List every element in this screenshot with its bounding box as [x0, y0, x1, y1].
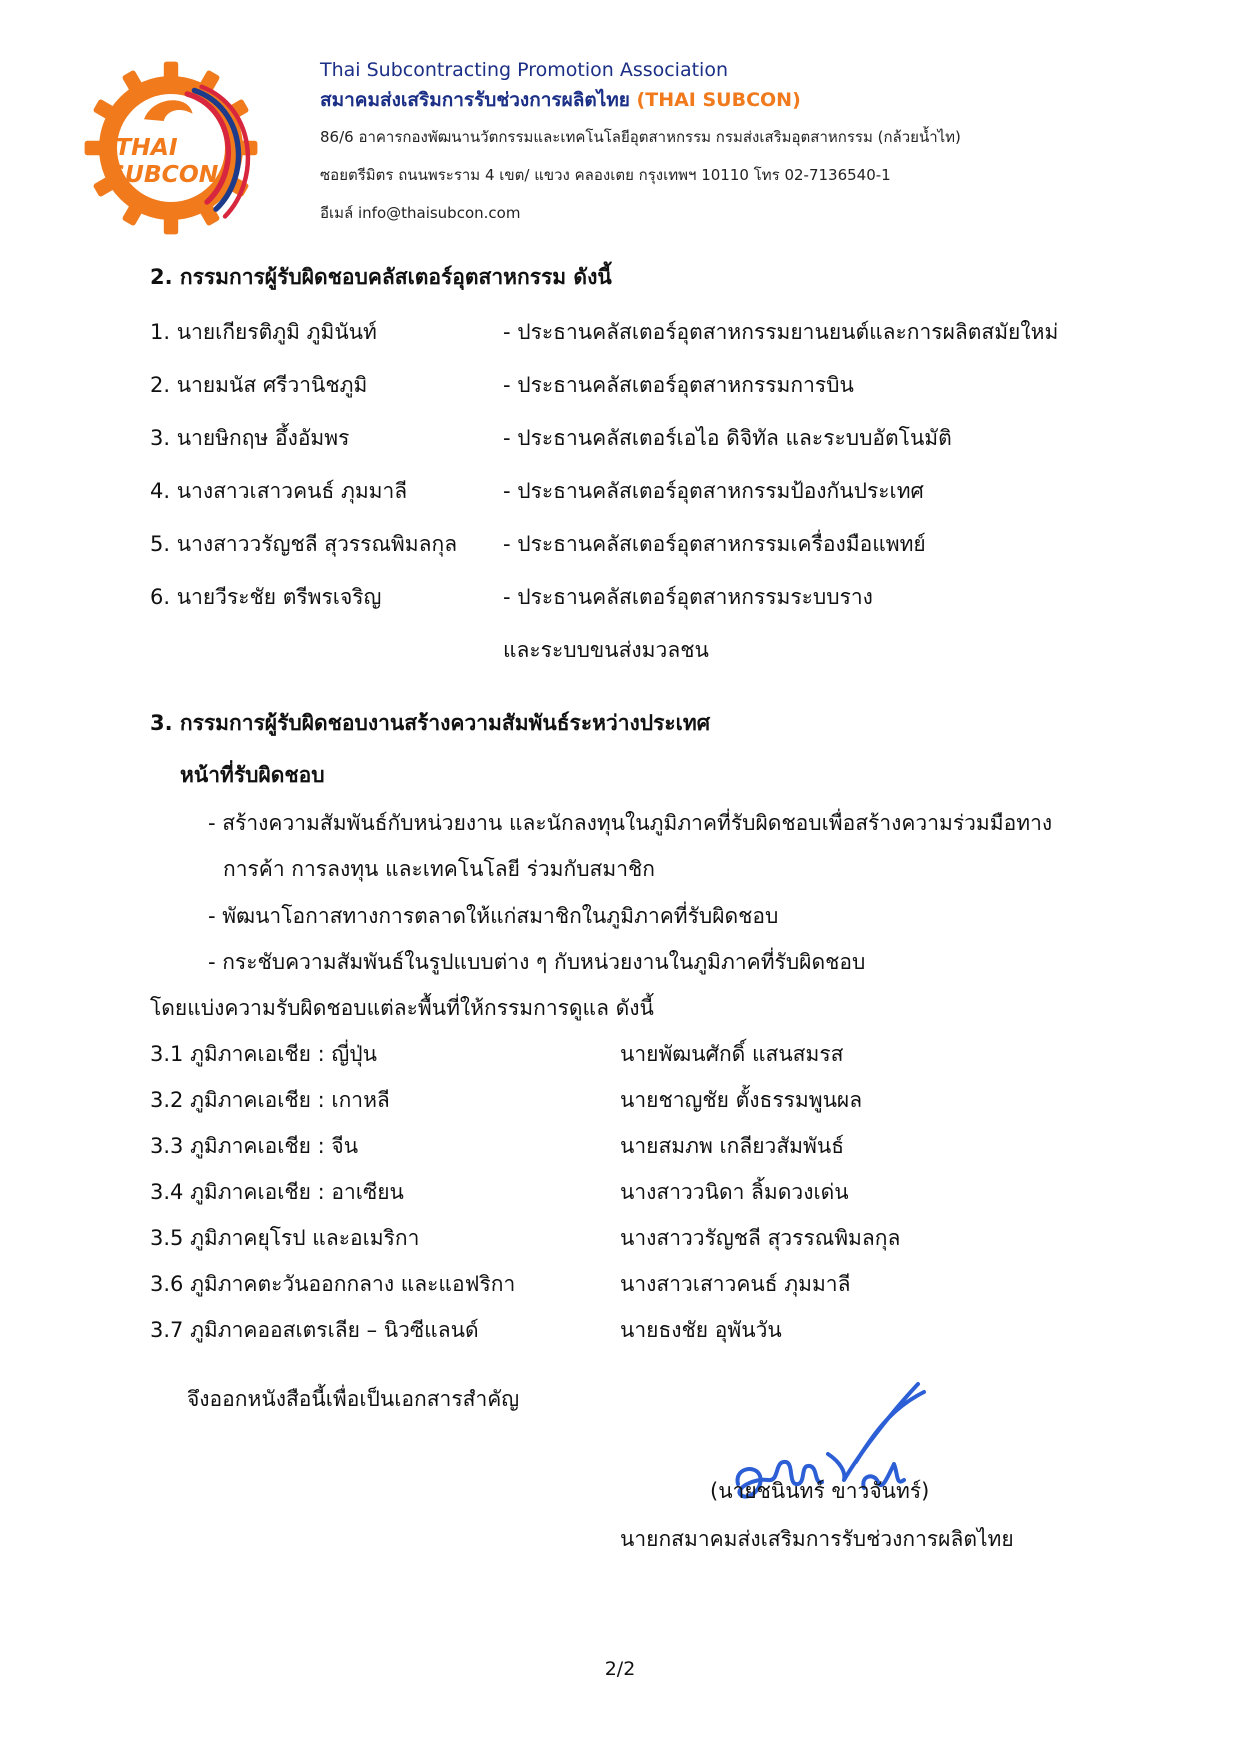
duty-item: - กระชับความสัมพันธ์ในรูปแบบต่าง ๆ กับหน่วยงานในภูมิภาคที่รับผิดชอบ [208, 950, 866, 974]
letterhead [320, 56, 1200, 240]
duty-item: - พัฒนาโอกาสทางการตลาดให้แก่สมาชิกในภูมิภาคที่รับผิดชอบ [208, 904, 779, 928]
region-name: 3.7 ภูมิภาคออสเตรเลีย – นิวซีแลนด์ [150, 1318, 479, 1342]
cluster-member-role: - ประธานคลัสเตอร์อุตสาหกรรมเครื่องมือแพทย์ [503, 532, 926, 556]
org-abbreviation: (THAI SUBCON) [636, 89, 801, 111]
section3-heading: 3. กรรมการผู้รับผิดชอบงานสร้างความสัมพันธ์ระหว่างประเทศ [150, 711, 711, 735]
region-person: นางสาววรัญชลี สุวรรณพิมลกุล [620, 1226, 901, 1250]
email-line: อีเมล์ info@thaisubcon.com [320, 204, 521, 222]
cluster-member-role: - ประธานคลัสเตอร์อุตสาหกรรมป้องกันประเทศ [503, 479, 924, 503]
duty-item: - สร้างความสัมพันธ์กับหน่วยงาน และนักลงทุนในภูมิภาคที่รับผิดชอบเพื่อสร้างความร่วมมือทาง [208, 811, 1053, 835]
section2-heading: 2. กรรมการผู้รับผิดชอบคลัสเตอร์อุตสาหกรรม ดังนี้ [150, 265, 612, 289]
cluster-member-role: - ประธานคลัสเตอร์อุตสาหกรรมระบบราง [503, 585, 873, 609]
page-number: 2/2 [604, 1658, 636, 1680]
closing-statement: จึงออกหนังสือนี้เพื่อเป็นเอกสารสำคัญ [187, 1387, 520, 1411]
duties-heading: หน้าที่รับผิดชอบ [180, 763, 325, 787]
region-person: นางสาวเสาวคนธ์ ภุมมาลี [620, 1272, 851, 1296]
cluster-member-role: - ประธานคลัสเตอร์อุตสาหกรรมยานยนต์และการผลิตสมัยใหม่ [503, 320, 1059, 344]
region-person: นางสาววนิดา ลิ้มดวงเด่น [620, 1180, 849, 1204]
region-name: 3.2 ภูมิภาคเอเชีย : เกาหลี [150, 1088, 390, 1112]
logo-text-subcon: SUBCON [108, 160, 219, 189]
cluster-member-name: 6. นายวีระชัย ตรีพรเจริญ [150, 585, 382, 609]
region-name: 3.5 ภูมิภาคยุโรป และอเมริกา [150, 1226, 420, 1250]
org-name-th: สมาคมส่งเสริมการรับช่วงการผลิตไทย [320, 89, 630, 111]
region-name: 3.1 ภูมิภาคเอเชีย : ญี่ปุ่น [150, 1042, 377, 1066]
region-name: 3.6 ภูมิภาคตะวันออกกลาง และแอฟริกา [150, 1272, 516, 1296]
org-name-th-line [320, 86, 1200, 126]
duty-item-continuation: การค้า การลงทุน และเทคโนโลยี ร่วมกับสมาชิก [223, 857, 655, 881]
signatory-name: (นายชนินทร์ ขาวจันทร์) [710, 1479, 930, 1503]
address-line-2: ซอยตรีมิตร ถนนพระราม 4 เขต/ แขวง คลองเตย กรุงเทพฯ 10110 โทร 02-7136540-1 [320, 166, 891, 184]
cluster-member-name: 4. นางสาวเสาวคนธ์ ภุมมาลี [150, 479, 408, 503]
cluster-member-role: - ประธานคลัสเตอร์อุตสาหกรรมการบิน [503, 373, 854, 397]
thai-subcon-logo [78, 58, 264, 238]
region-name: 3.3 ภูมิภาคเอเชีย : จีน [150, 1134, 359, 1158]
region-person: นายธงชัย อุพันวัน [620, 1318, 782, 1342]
region-person: นายพัฒนศักดิ์ แสนสมรส [620, 1042, 844, 1066]
cluster-member-name: 5. นางสาววรัญชลี สุวรรณพิมลกุล [150, 532, 458, 556]
region-intro: โดยแบ่งความรับผิดชอบแต่ละพื้นที่ให้กรรมการดูแล ดังนี้ [150, 996, 654, 1020]
region-name: 3.4 ภูมิภาคเอเชีย : อาเซียน [150, 1180, 404, 1204]
region-person: นายสมภพ เกลียวสัมพันธ์ [620, 1134, 845, 1158]
address-line-1: 86/6 อาคารกองพัฒนานวัตกรรมและเทคโนโลยีอุตสาหกรรม กรมส่งเสริมอุตสาหกรรม (กล้วยน้ำไท) [320, 128, 961, 146]
signatory-title: นายกสมาคมส่งเสริมการรับช่วงการผลิตไทย [620, 1527, 1014, 1551]
cluster-member-role: - ประธานคลัสเตอร์เอไอ ดิจิทัล และระบบอัตโนมัติ [503, 426, 952, 450]
org-name-en: Thai Subcontracting Promotion Association [320, 59, 728, 81]
cluster-member-name: 2. นายมนัส ศรีวานิชภูมิ [150, 373, 368, 397]
cluster-role-continuation: และระบบขนส่งมวลชน [503, 638, 709, 662]
region-person: นายชาญชัย ตั้งธรรมพูนผล [620, 1088, 863, 1112]
logo-text-thai: THAI [115, 133, 178, 162]
cluster-member-name: 1. นายเกียรติภูมิ ภูมินันท์ [150, 320, 377, 344]
cluster-member-name: 3. นายษิกฤษ อึ้งอัมพร [150, 426, 350, 450]
